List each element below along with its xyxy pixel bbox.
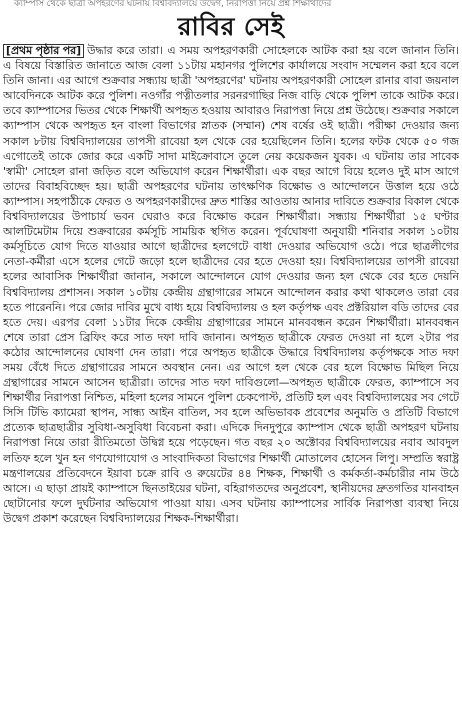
article-text: উদ্ধার করে তারা। এ সময় অপহরণকারী সোহেলকে আটক করা হয় বলে জানান তিনি। এ বিষয়ে বিস্তারিত জানাতে আজ বেলা ১১টায় মহানগর পুলিশের কার্যালয়ে সংবাদ সম্মেলন করা হবে বলে তিনি জানা। এর আগে শুক্রবার সন্ধ্যায় ছাত্রী 'অপহরণের' ঘটনায় অপহরণকারী সোহেল রানার বাবা জয়নাল আবেদিনকে আটক করে পুলিশ। নওগাঁর পত্নীতলার সরনরগাছির নিজ বাড়ি থেকে পুলিশ তাকে আটক করে। তবে ক্যাম্পাসের ভিতর থেকে শিক্ষার্থী অপহৃত হওয়ায় আবারও নিরাপত্তা নিয়ে প্রশ্ন উঠেছে। শুক্রবার সকালে ক্যাম্পাস থেকে অপহৃত হন বাংলা বিভাগের স্নাতক (সম্মান) শেষ বর্ষের ওই ছাত্রী। পরীক্ষা দেওয়ার জন্য সকাল ৮টায় বিশ্ববিদ্যালয়ের তাপসী রাবেয়া হল থেকে বের হয়েছিলেন তিনি। হলের ফটক থেকে ৫০ গজ এগোতেই তাকে জোর করে একটি সাদা মাইক্রোবাসে তুলে নেয় কয়েকজন যুবক। এ ঘটনায় তার সাবেক 'স্বামী' সোহেল রানা জড়িত বলে অভিযোগ করেন শিক্ষার্থীরা। এক বছর আগে বিয়ে হলেও দুই মাস আগে তাদের বিবাহবিচ্ছেদ হয়। ছাত্রী অপহরণের ঘটনায় তাৎক্ষণিক বিক্ষোভ ও আন্দোলনে উত্তাল হয়ে ওঠে ক্যাম্পাস। সহপাঠীকে ফেরত ও অপহরণকারীদের দ্রুত শাস্তির আওতায় আনার দাবিতে শুক্রবার বিকাল থেকে বিশ্ববিদ্যালয়ের উপাচার্য ভবন ঘেরাও করে বিক্ষোভ করেন শিক্ষার্থীরা। সন্ধ্যায় শিক্ষার্থীরা ১৫ ঘণ্টার আলটিমেটাম দিয়ে শুক্রবারের কর্মসূচি সাময়িক স্থগিত করেন। পূর্বঘোষণা অনুযায়ী শনিবার সকাল ১০টায় কর্মসূচিতে যোগ দিতে যাওয়ার আগে ছাত্রীদের হলগেটে বাধা দেওয়ার অভিযোগ ওঠে। পরে ছাত্রলীগের নেতা-কর্মীরা এসে হলের গেটে জড়ো হলে ছাত্রীদের বের হতে দেওয়া হয়। বিশ্ববিদ্যালয়ের তাপসী রাবেয়া হলের আবাসিক শিক্ষার্থীরা জানান, সকালে আন্দোলনে যোগ দেওয়ার জন্য হল থেকে বের হতে দেয়নি বিশ্ববিদ্যালয় প্রশাসন। সকাল ১০টায় কেন্দ্রীয় গ্রন্থাগারের সামনে আন্দোলন করার কথা থাকলেও তারা বের হতে পারেননি। পরে জোর দাবির মুখে বাধ্য হয়ে বিশ্ববিদ্যালয় ও হল কর্তৃপক্ষ এবং প্রক্টরিয়াল বডি তাদের বের হতে দেয়। এরপর বেলা ১১টার দিকে কেন্দ্রীয় গ্রন্থাগারের সামনে মানববন্ধন করেন শিক্ষার্থীরা। মানববন্ধন শেষে তারা প্রেস ব্রিফিং করে সাত দফা দাবি জানান। অপহৃত ছাত্রীকে ফেরত দেওয়া না হলে ২টার পর কঠোর আন্দোলনের ঘোষণা দেন তারা। পরে অপহৃত ছাত্রীকে উদ্ধারে বিশ্ববিদ্যালয় কর্তৃপক্ষকে সাত দফা সময় বেঁধে দিতে গ্রন্থাগারের সামনে অবস্থান নেন। এর আগে হল থেকে বের হলে বিক্ষোভ মিছিল নিয়ে গ্রন্থাগারের সামনে আসেন ছাত্রীরা। তাদের সাত দফা দাবিগুলো—অপহৃত ছাত্রীকে ফেরত, ক্যাম্পাসে সব শিক্ষার্থীর নিরাপত্তা নিশ্চিত, মহিলা হলের সামনে পুলিশ চেকপোস্ট, প্রতিটি হল এবং বিশ্ববিদ্যালয়ের সব গেটে সিসি টিভি ক্যামেরা স্থাপন, সান্ধ্য আইন বাতিল, সব হলে অভিভাবক প্রবেশের অনুমতি ও প্রতিটি বিভাগে প্রত্যেক ছাত্রছাত্রীর সুবিধা-অসুবিধা বিবেচনা করা। এদিকে দিনদুপুরে ক্যাম্পাস থেকে ছাত্রী অপহরণ ঘটনায় নিরাপত্তা নিয়ে তারা রীতিমতো উদ্বিগ্ন হয়ে পড়েছেন। গত বছর ২০ অক্টোবর বিশ্ববিদ্যালয়ের নবাব আবদুল লতিফ হলে খুন হন গণযোগাযোগ ও সাংবাদিকতা বিভাগের শিক্ষার্থী মোতালেব হোসেন লিপু। সম্প্রতি স্বরাষ্ট্র মন্ত্রণালয়ের প্রতিবেদনে ইয়াবা চক্রে রাবি ও রুয়েটের ৪৪ শিক্ষক, শিক্ষার্থী ও কর্মকর্তা-কর্মচারীর নাম উঠে আসে। এ ছাড়া প্রায়ই ক্যাম্পাসে ছিনতাইয়ের ঘটনা, বহিরাগতদের অনুপ্রবেশ, স্থানীয়দের দ্রুতগতির যানবাহন ছোটানোর ফলে দুর্ঘটনার অভিযোগ পাওয়া যায়। এসব ঘটনায় ক্যাম্পাসের সার্বিক নিরাপত্তা ব্যবস্থা নিয়ে উদ্বেগ প্রকাশ করেছেন বিশ্ববিদ্যালয়ের শিক্ষক-শিক্ষার্থীরা। xyxy=(3,44,459,525)
article-paragraph xyxy=(3,43,459,526)
continuation-label: [প্রথম পৃষ্ঠার পর] xyxy=(3,44,84,58)
article-body xyxy=(3,43,459,699)
headline: রাবির সেই xyxy=(177,12,285,41)
cut-off-top-line: ক্যাম্পাস থেকে ছাত্রী অপহরণের ঘটনায় বিশ্ববিদ্যালয়ে উদ্বেগ, নিরাপত্তা নিয়ে প্রশ্ন শিক্ষার্থীদের xyxy=(14,0,332,9)
